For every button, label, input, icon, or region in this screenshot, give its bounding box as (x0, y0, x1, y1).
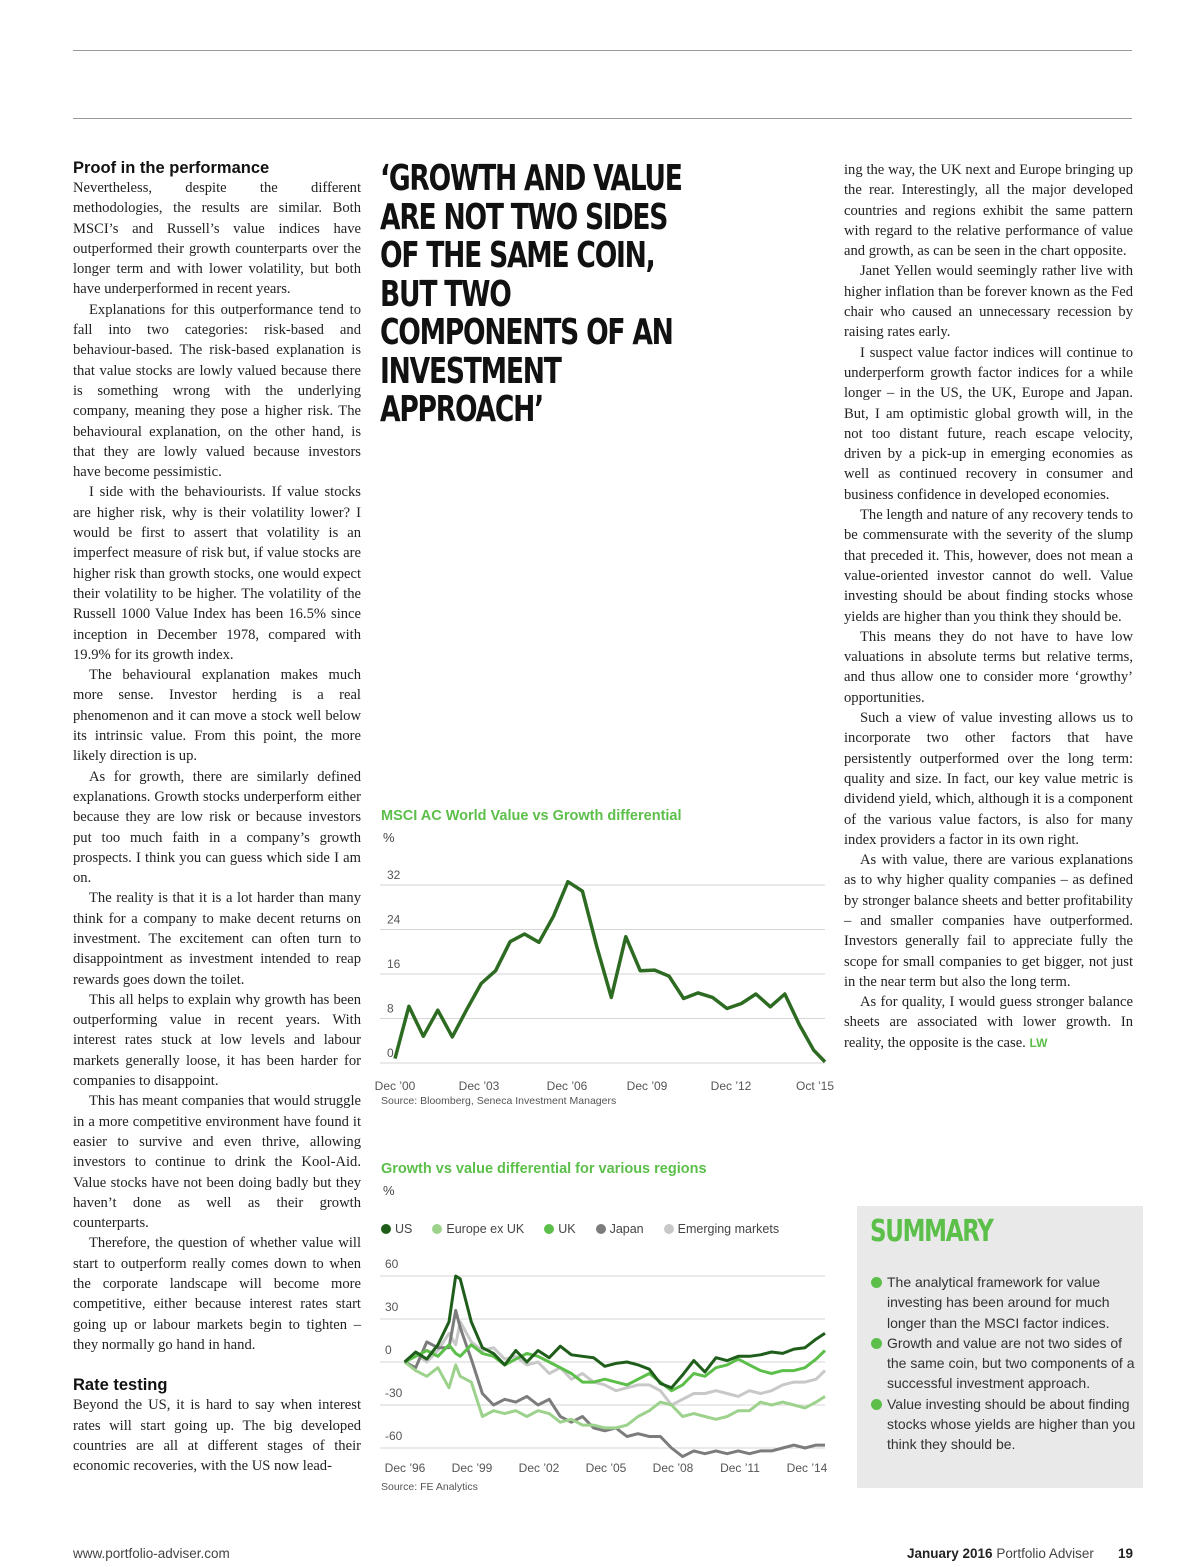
legend-label: Japan (609, 1222, 644, 1236)
chart2-plot (375, 1248, 835, 1488)
paragraph (844, 160, 1133, 261)
footer-url[interactable]: www.portfolio-adviser.com (73, 1546, 230, 1561)
chart1-source: Source: Bloomberg, Seneca Investment Managers (381, 1095, 617, 1107)
chart2-legend (381, 1222, 826, 1236)
legend-label: Europe ex UK (446, 1222, 525, 1236)
paragraph-text: This all helps to explain why growth has been outperforming value in recent years. With interest rates stuck at low levels and labour markets generally loose, it has been harder for companies to disappoint. (73, 991, 361, 1090)
paragraph-text: The behavioural explanation makes much more sense. Investor herding is a real phenomenon and it can move a stock well below its intrinsic value. From this point, the more likely direction is up. (73, 667, 361, 765)
section-heading (73, 1375, 361, 1395)
legend-dot-icon (432, 1224, 442, 1234)
article-column-right (844, 160, 1133, 1053)
paragraph (844, 261, 1133, 342)
chart1-unit: % (383, 830, 395, 845)
paragraph (73, 482, 361, 665)
paragraph (73, 767, 361, 889)
y-tick-label: 32 (387, 868, 401, 882)
bullet-icon (871, 1277, 882, 1288)
paragraph (73, 178, 361, 300)
legend-dot-icon (596, 1224, 606, 1234)
paragraph-text: As with value, there are various explanations as to why higher quality companies – as defined by stronger balance sheets and better profitability – and smaller companies have outperformed. Investors generally fail to appreciate fully the scope for small companies to get bigger, not just in the near term but also the long term. (844, 852, 1133, 990)
paragraph-text: As for quality, I would guess stronger balance sheets are associated with lower growth. In reality, the opposite is the case. (844, 994, 1133, 1051)
paragraph-text: This means they do not have to have low valuations in absolute terms but relative terms, and thus allow one to consider more ‘growthy’ opportunities. (844, 628, 1133, 706)
series-line (395, 882, 825, 1062)
x-tick-label: Dec ’96 (384, 1461, 426, 1475)
paragraph (73, 1395, 361, 1476)
legend-item (596, 1222, 644, 1236)
x-tick-label: Dec ’02 (518, 1461, 560, 1475)
summary-item (871, 1333, 1139, 1394)
x-tick-label: Dec ’05 (585, 1461, 627, 1475)
summary-box (857, 1206, 1143, 1488)
chart1-title: MSCI AC World Value vs Growth differential (381, 808, 682, 824)
paragraph (844, 343, 1133, 505)
summary-list (871, 1272, 1139, 1455)
y-tick-label: 16 (387, 957, 401, 971)
legend-label: UK (558, 1222, 576, 1236)
summary-item (871, 1394, 1139, 1455)
summary-item-text: Value investing should be about finding stocks whose yields are higher than you think they should be. (887, 1395, 1136, 1453)
summary-title: SUMMARY (870, 1214, 993, 1249)
paragraph (73, 1233, 361, 1355)
legend-item (544, 1222, 575, 1236)
chart1-plot (375, 855, 835, 1100)
y-tick-label: 0 (385, 1343, 392, 1357)
paragraph (73, 990, 361, 1091)
x-tick-label: Dec ’08 (652, 1461, 694, 1475)
legend-item (664, 1222, 779, 1236)
section-heading (73, 158, 361, 178)
summary-item-text: Growth and value are not two sides of the same coin, but two components of a successful investment approach. (887, 1334, 1135, 1392)
paragraph-text: I suspect value factor indices will continue to underperform growth factor indices for a while longer – in the US, the UK, Europe and Japan. But, I am optimistic global growth will, in the not too distant future, reach escape velocity, driven by a pick-up in emerging economies as well as continued recovery in consumer and business confidence in developed economies. (844, 344, 1133, 503)
paragraph-text: I side with the behaviourists. If value stocks are higher risk, why is their volatility lower? I would be first to assert that volatility is an imperfect measure of risk but, if value stocks are higher risk than growth stocks, one would expect their volatility to be higher. The volatility of the Russell 1000 Value Index has been 16.5% since inception in December 1978, compared with 19.9% for its growth index. (73, 484, 361, 663)
bullet-icon (871, 1338, 882, 1349)
paragraph (844, 708, 1133, 850)
x-tick-label: Dec ’14 (786, 1461, 828, 1475)
chart2-source: Source: FE Analytics (381, 1481, 478, 1493)
paragraph (73, 1091, 361, 1233)
footer-publication: Portfolio Adviser (996, 1546, 1094, 1561)
legend-dot-icon (664, 1224, 674, 1234)
x-tick-label: Dec ’09 (626, 1079, 668, 1093)
paragraph-text: Rate testing (73, 1376, 168, 1395)
legend-label: Emerging markets (677, 1222, 780, 1236)
footer-page-number: 19 (1118, 1546, 1134, 1561)
paragraph-text: ing the way, the UK next and Europe bringing up the rear. Interestingly, all the major developed countries and regions exhibit the same pattern with regard to the relative performance of value and growth, as can be seen in the chart opposite. (844, 162, 1133, 260)
paragraph (844, 627, 1133, 708)
legend-item (432, 1222, 524, 1236)
footer-issue (907, 1546, 1094, 1561)
paragraph-text: Such a view of value investing allows us to incorporate two other factors that have persistently outperformed over the long term: quality and size. In fact, our key value metric is dividend yield, which, although it is a component of the various value factors, is also for many index providers a factor in its own right. (844, 710, 1133, 848)
paragraph (73, 300, 361, 483)
legend-label: US (395, 1222, 413, 1236)
x-tick-label: Dec ’00 (375, 1079, 416, 1093)
y-tick-label: -30 (385, 1386, 403, 1400)
x-tick-label: Dec ’12 (710, 1079, 752, 1093)
paragraph (844, 850, 1133, 992)
summary-item-text: The analytical framework for value investing has been around for much longer than the MSCI factor indices. (887, 1274, 1110, 1331)
y-tick-label: 60 (385, 1257, 399, 1271)
y-tick-label: 8 (387, 1001, 394, 1016)
paragraph-text: Proof in the performance (73, 159, 270, 177)
paragraph-text: The reality is that it is a lot harder than many think for a company to make decent returns on investment. The excitement can often turn to disappointment as investment intended to reap rewards goes down the toilet. (73, 890, 361, 988)
paragraph-text: Therefore, the question of whether value will start to outperform really comes down to when the corporate landscape will become more competitive, either because interest rates start going up or labour markets begin to tighten – they normally go hand in hand. (73, 1235, 361, 1353)
y-tick-label: -60 (385, 1429, 403, 1443)
paragraph-text: Beyond the US, it is hard to say when interest rates will start going up. The big developed countries are all at different stages of their economic recoveries, with the US now lead- (73, 1397, 361, 1475)
paragraph-text: This has meant companies that would struggle in a more competitive environment have found it easier to survive and even thrive, allowing investors to continue to drink the Kool-Aid. Value stocks have not been doing badly but they haven’t done as well as their growth counterparts. (73, 1093, 361, 1232)
paragraph (73, 665, 361, 766)
x-tick-label: Dec ’03 (458, 1079, 500, 1093)
paragraph (73, 888, 361, 989)
y-tick-label: 24 (387, 912, 401, 927)
summary-item (871, 1272, 1139, 1333)
bullet-icon (871, 1399, 882, 1410)
x-tick-label: Dec ’06 (546, 1079, 588, 1093)
paragraph (844, 505, 1133, 627)
x-tick-label: Dec ’99 (451, 1461, 493, 1475)
header-rule-top (73, 50, 1132, 51)
paragraph-text: As for growth, there are similarly defined explanations. Growth stocks underperform either because they are low risk or because investors put too much faith in a company’s growth prospects. I think you can guess which side I am on. (73, 768, 361, 887)
article-column-left (73, 158, 361, 1476)
chart2-title: Growth vs value differential for various regions (381, 1161, 707, 1177)
paragraph (844, 992, 1133, 1053)
y-tick-label: 30 (385, 1300, 399, 1314)
chart2-unit: % (383, 1183, 395, 1198)
legend-item (381, 1222, 412, 1236)
paragraph-text: The length and nature of any recovery tends to be commensurate with the severity of the slump that preceded it. This, however, does not mean a value-oriented investor cannot do well. Value investing should be about finding stocks whose yields are higher than you think they should be. (844, 507, 1133, 625)
legend-dot-icon (544, 1224, 554, 1234)
x-tick-label: Dec ’11 (720, 1461, 760, 1475)
header-rule-bottom (73, 118, 1132, 119)
footer-issue-date: January 2016 (907, 1546, 993, 1561)
paragraph-text: Janet Yellen would seemingly rather live with higher inflation than be forever known as the Fed chair who caused an unnecessary recession by raising rates early. (844, 263, 1133, 341)
legend-dot-icon (381, 1224, 391, 1234)
y-tick-label: 0 (387, 1046, 394, 1060)
paragraph-text: Nevertheless, despite the different methodologies, the results are similar. Both MSCI’s and Russell’s value indices have outperformed their growth counterparts over the longer term and with lower volatility, but both have underperformed in recent years. (73, 180, 361, 298)
x-tick-label: Oct ’15 (795, 1079, 835, 1093)
author-sign: LW (1029, 1035, 1048, 1050)
paragraph-text: Explanations for this outperformance tend to fall into two categories: risk-based and behaviour-based. The risk-based explanation is that value stocks are lowly valued because there is something wrong with the underlying company, meaning they pose a higher risk. The behavioural explanation, on the other hand, is that they are lowly valued because investors have become pessimistic. (73, 301, 361, 481)
pull-quote: ‘GROWTH AND VALUE ARE NOT TWO SIDES OF THE SAME COIN, BUT TWO COMPONENTS OF AN INVESTMENT APPROACH’ (380, 158, 682, 430)
